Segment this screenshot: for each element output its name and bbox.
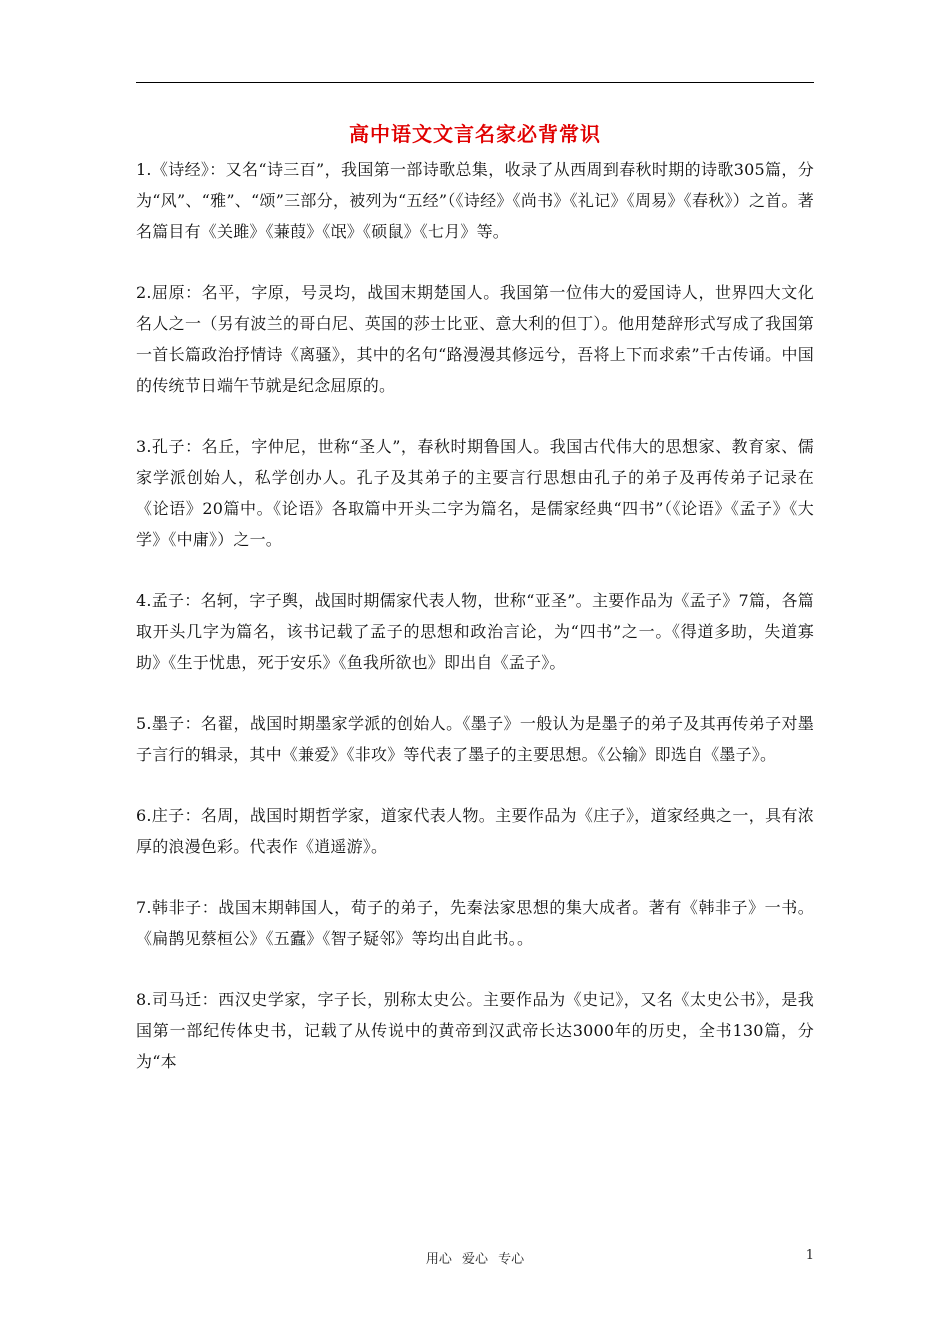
item-quyuan: 2.屈原：名平，字原，号灵均，战国末期楚国人。我国第一位伟大的爱国诗人，世界四大文化名人之一（另有波兰的哥白尼、英国的莎士比亚、意大利的但丁）。他用楚辞形式写成了我国第一首长篇政治抒情诗《离骚》，其中的名句“路漫漫其修远兮，吾将上下而求索”千古传诵。中国的传统节日端午节就是纪念屈原的。 xyxy=(136,283,814,395)
item-shijing: 1.《诗经》：又名“诗三百”，我国第一部诗歌总集，收录了从西周到春秋时期的诗歌305篇，分为“风”、“雅”、“颂”三部分，被列为“五经”（《诗经》《尚书》《礼记》《周易》《春秋》）之首。著名篇目有《关雎》《蒹葭》《氓》《硕鼠》《七月》等。 xyxy=(136,160,814,241)
item-mozi: 5.墨子：名翟，战国时期墨家学派的创始人。《墨子》一般认为是墨子的弟子及其再传弟子对墨子言行的辑录，其中《兼爱》《非攻》等代表了墨子的主要思想。《公输》即选自《墨子》。 xyxy=(136,714,814,764)
page-number: 1 xyxy=(805,1248,814,1263)
item-hanfeizi: 7.韩非子：战国末期韩国人，荀子的弟子，先秦法家思想的集大成者。著有《韩非子》一书。《扁鹊见蔡桓公》《五蠹》《智子疑邻》等均出自此书。。 xyxy=(136,898,814,948)
item-kongzi: 3.孔子：名丘，字仲尼，世称“圣人”，春秋时期鲁国人。我国古代伟大的思想家、教育家、儒家学派创始人，私学创办人。孔子及其弟子的主要言行思想由孔子的弟子及再传弟子记录在《论语》20篇中。《论语》各取篇中开头二字为篇名，是儒家经典“四书”（《论语》《孟子》《大学》《中庸》）之一。 xyxy=(136,437,814,549)
footer-text: 用心 爱心 专心 xyxy=(425,1252,525,1267)
item-mengzi: 4.孟子：名轲，字子舆，战国时期儒家代表人物，世称“亚圣”。主要作品为《孟子》7篇，各篇取开头几字为篇名，该书记载了孟子的思想和政治言论，为“四书”之一。《得道多助，失道寡助》《生于忧患，死于安乐》《鱼我所欲也》即出自《孟子》。 xyxy=(136,591,814,672)
page-title: 高中语文文言名家必背常识 xyxy=(349,122,601,146)
item-list xyxy=(136,154,814,1077)
item-zhuangzi: 6.庄子：名周，战国时期哲学家，道家代表人物。主要作品为《庄子》，道家经典之一，具有浓厚的浪漫色彩。代表作《逍遥游》。 xyxy=(136,806,814,856)
item-simaqian: 8.司马迁：西汉史学家，字子长，别称太史公。主要作品为《史记》，又名《太史公书》，是我国第一部纪传体史书，记载了从传说中的黄帝到汉武帝长达3000年的历史，全书130篇，分为“本 xyxy=(136,990,814,1071)
header-rule xyxy=(136,82,814,83)
